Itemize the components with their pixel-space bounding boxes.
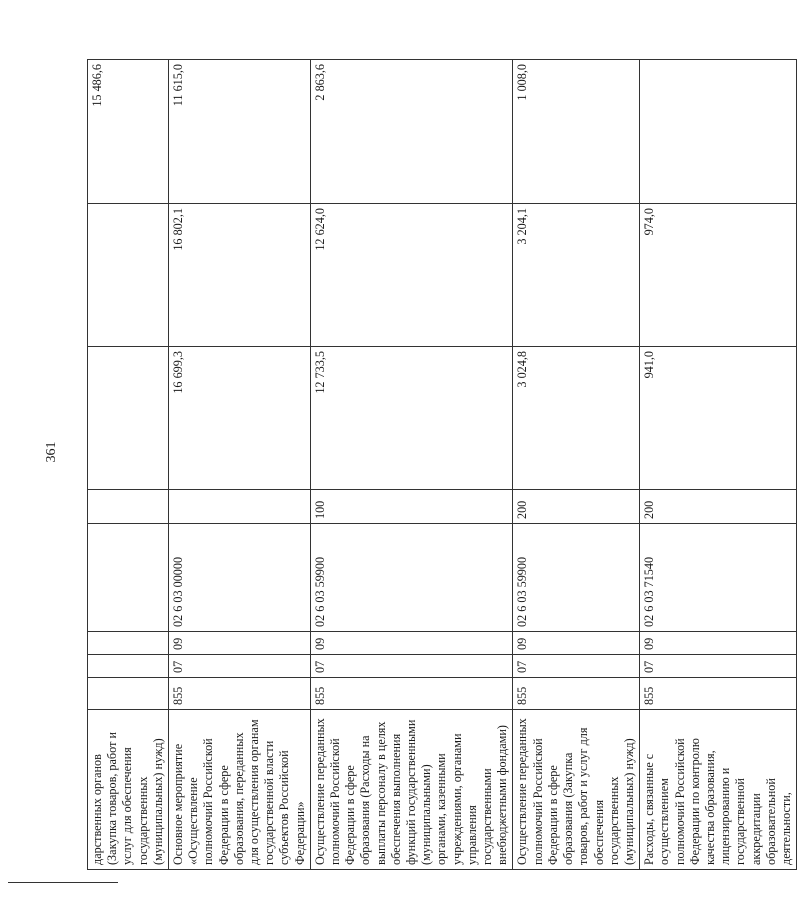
cell-amount-3: 11 615,0 bbox=[169, 60, 311, 204]
cell-grbs: 855 bbox=[169, 678, 311, 710]
row-description: дарственных органов (Закупка товаров, работ и услуг для обеспечения государственных (муниципальных) нужд) bbox=[88, 710, 169, 870]
budget-table-rotated bbox=[87, 60, 793, 870]
budget-table bbox=[87, 59, 797, 870]
cell-amount-2 bbox=[88, 204, 169, 347]
cell-pr: 09 bbox=[310, 632, 513, 655]
cell-amount-1: 12 733,5 bbox=[310, 347, 513, 490]
cell-vr bbox=[169, 490, 311, 524]
cell-pr bbox=[88, 632, 169, 655]
cell-grbs: 855 bbox=[640, 678, 797, 710]
cell-rz: 07 bbox=[513, 655, 640, 678]
cell-amount-1: 16 699,3 bbox=[169, 347, 311, 490]
cell-amount-1: 3 024,8 bbox=[513, 347, 640, 490]
cell-pr: 09 bbox=[640, 632, 797, 655]
cell-rz: 07 bbox=[169, 655, 311, 678]
cell-csr: 02 6 03 71540 bbox=[640, 524, 797, 632]
row-description: Основное мероприятие «Осуществление полномочий Российской Федерации в сфере образования, переданных для осуществления органам государственной власти субъектов Российской Федерации» bbox=[169, 710, 311, 870]
cell-pr: 09 bbox=[513, 632, 640, 655]
page-number: 361 bbox=[44, 441, 59, 463]
cell-grbs: 855 bbox=[310, 678, 513, 710]
row-description: Расходы, связанные с осуществлением полномочий Российской Федерации по контролю качества образования, лицензированию и государственной аккредитации образовательной деятельности, bbox=[640, 710, 797, 870]
bottom-rule bbox=[8, 882, 118, 883]
cell-csr: 02 6 03 59900 bbox=[310, 524, 513, 632]
cell-amount-2: 12 624,0 bbox=[310, 204, 513, 347]
table-row bbox=[310, 60, 513, 870]
cell-amount-1: 941,0 bbox=[640, 347, 797, 490]
cell-amount-2: 3 204,1 bbox=[513, 204, 640, 347]
cell-amount-3: 2 863,6 bbox=[310, 60, 513, 204]
cell-rz bbox=[88, 655, 169, 678]
table-row bbox=[88, 60, 169, 870]
cell-amount-3: 15 486,6 bbox=[88, 60, 169, 204]
cell-grbs bbox=[88, 678, 169, 710]
cell-rz: 07 bbox=[310, 655, 513, 678]
cell-vr: 100 bbox=[310, 490, 513, 524]
row-description: Осуществление переданных полномочий Российской Федерации в сфере образования (Расходы на выплаты персоналу в целях обеспечения выполнения функций государственными (муниципальными) органами, казенными учреждениями, органами управления государственными внебюджетными фондами) bbox=[310, 710, 513, 870]
cell-vr: 200 bbox=[513, 490, 640, 524]
cell-amount-1 bbox=[88, 347, 169, 490]
cell-grbs: 855 bbox=[513, 678, 640, 710]
cell-csr bbox=[88, 524, 169, 632]
cell-rz: 07 bbox=[640, 655, 797, 678]
cell-amount-3 bbox=[640, 60, 797, 204]
cell-amount-3: 1 008,0 bbox=[513, 60, 640, 204]
cell-csr: 02 6 03 00000 bbox=[169, 524, 311, 632]
cell-vr: 200 bbox=[640, 490, 797, 524]
cell-amount-2: 974,0 bbox=[640, 204, 797, 347]
row-description: Осуществление переданных полномочий Российской Федерации в сфере образования (Закупка товаров, работ и услуг для обеспечения государственных (муниципальных) нужд) bbox=[513, 710, 640, 870]
cell-pr: 09 bbox=[169, 632, 311, 655]
cell-vr bbox=[88, 490, 169, 524]
cell-csr: 02 6 03 59900 bbox=[513, 524, 640, 632]
table-row bbox=[640, 60, 797, 870]
table-row bbox=[169, 60, 311, 870]
cell-amount-2: 16 802,1 bbox=[169, 204, 311, 347]
table-row bbox=[513, 60, 640, 870]
